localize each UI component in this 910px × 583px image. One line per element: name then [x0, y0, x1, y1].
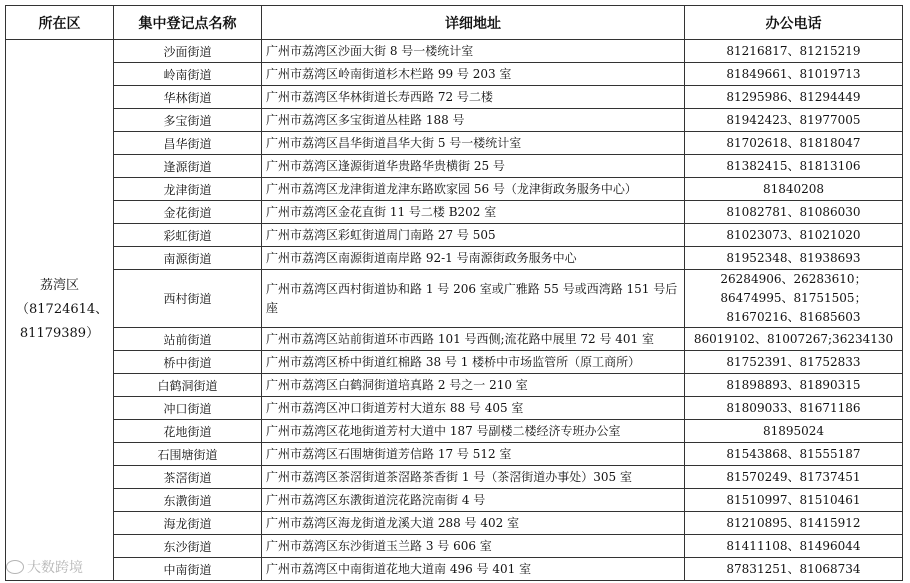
table-row — [6, 86, 903, 109]
table-row — [6, 40, 903, 63]
address-cell: 广州市荔湾区昌华街道昌华大街 5 号一楼统计室 — [262, 132, 685, 155]
address-cell: 广州市荔湾区岭南街道杉木栏路 99 号 203 室 — [262, 63, 685, 86]
street-cell: 桥中街道 — [114, 351, 262, 374]
table-row — [6, 224, 903, 247]
street-cell: 多宝街道 — [114, 109, 262, 132]
table-row — [6, 397, 903, 420]
address-cell: 广州市荔湾区东沙街道玉兰路 3 号 606 室 — [262, 535, 685, 558]
table-row — [6, 420, 903, 443]
district-cell — [6, 40, 114, 581]
street-cell: 东漖街道 — [114, 489, 262, 512]
header-phone: 办公电话 — [685, 6, 903, 40]
table-row — [6, 351, 903, 374]
phone-cell: 81570249、81737451 — [685, 466, 903, 489]
address-cell: 广州市荔湾区东漖街道浣花路浣南街 4 号 — [262, 489, 685, 512]
phone-cell: 81898893、81890315 — [685, 374, 903, 397]
address-cell: 广州市荔湾区石围塘街道芳信路 17 号 512 室 — [262, 443, 685, 466]
street-cell: 东沙街道 — [114, 535, 262, 558]
phone-cell: 81543868、81555187 — [685, 443, 903, 466]
table-row — [6, 328, 903, 351]
phone-cell: 87831251、81068734 — [685, 558, 903, 581]
phone-cell: 81510997、81510461 — [685, 489, 903, 512]
phone-cell: 81082781、81086030 — [685, 201, 903, 224]
table-row — [6, 558, 903, 581]
address-cell: 广州市荔湾区桥中街道红棉路 38 号 1 楼桥中市场监管所（原工商所） — [262, 351, 685, 374]
street-cell: 石围塘街道 — [114, 443, 262, 466]
table-row — [6, 178, 903, 201]
address-cell: 广州市荔湾区多宝街道丛桂路 188 号 — [262, 109, 685, 132]
address-cell: 广州市荔湾区龙津街道龙津东路欧家园 56 号（龙津街政务服务中心） — [262, 178, 685, 201]
phone-cell: 26284906、26283610；86474995、81751505；81670216、81685603 — [685, 270, 903, 328]
table-row — [6, 155, 903, 178]
table-row — [6, 535, 903, 558]
street-cell: 岭南街道 — [114, 63, 262, 86]
phone-cell: 81752391、81752833 — [685, 351, 903, 374]
table-row — [6, 466, 903, 489]
watermark-logo-icon — [6, 560, 24, 574]
address-cell: 广州市荔湾区彩虹街道周门南路 27 号 505 — [262, 224, 685, 247]
street-cell: 龙津街道 — [114, 178, 262, 201]
table-row — [6, 201, 903, 224]
address-cell: 广州市荔湾区华林街道长寿西路 72 号二楼 — [262, 86, 685, 109]
table-row — [6, 270, 903, 328]
table-row — [6, 132, 903, 155]
phone-cell: 81295986、81294449 — [685, 86, 903, 109]
street-cell: 中南街道 — [114, 558, 262, 581]
address-cell: 广州市荔湾区西村街道协和路 1 号 206 室或广雅路 55 号或西湾路 151 号后座 — [262, 270, 685, 328]
phone-cell: 81216817、81215219 — [685, 40, 903, 63]
phone-cell: 86019102、81007267;36234130 — [685, 328, 903, 351]
watermark-text: 大数跨境 — [27, 560, 83, 576]
street-cell: 茶滘街道 — [114, 466, 262, 489]
phone-cell: 81411108、81496044 — [685, 535, 903, 558]
phone-cell: 81895024 — [685, 420, 903, 443]
street-cell: 逢源街道 — [114, 155, 262, 178]
street-cell: 花地街道 — [114, 420, 262, 443]
street-cell: 华林街道 — [114, 86, 262, 109]
address-cell: 广州市荔湾区逢源街道华贵路华贵横街 25 号 — [262, 155, 685, 178]
phone-cell: 81023073、81021020 — [685, 224, 903, 247]
address-cell: 广州市荔湾区茶滘街道茶滘路茶香街 1 号（茶滘街道办事处）305 室 — [262, 466, 685, 489]
address-cell: 广州市荔湾区沙面大街 8 号一楼统计室 — [262, 40, 685, 63]
header-row — [6, 6, 903, 40]
phone-cell: 81849661、81019713 — [685, 63, 903, 86]
address-cell: 广州市荔湾区冲口街道芳村大道东 88 号 405 室 — [262, 397, 685, 420]
street-cell: 彩虹街道 — [114, 224, 262, 247]
address-cell: 广州市荔湾区白鹤洞街道培真路 2 号之一 210 室 — [262, 374, 685, 397]
header-street: 集中登记点名称 — [114, 6, 262, 40]
district-phones: （81724614、81179389） — [16, 302, 109, 341]
table-row — [6, 374, 903, 397]
street-cell: 沙面街道 — [114, 40, 262, 63]
address-cell: 广州市荔湾区海龙街道龙溪大道 288 号 402 室 — [262, 512, 685, 535]
watermark — [6, 557, 83, 577]
registration-table — [5, 5, 903, 581]
district-name: 荔湾区 — [39, 278, 79, 293]
address-cell: 广州市荔湾区中南街道花地大道南 496 号 401 室 — [262, 558, 685, 581]
address-cell: 广州市荔湾区花地街道芳村大道中 187 号副楼二楼经济专班办公室 — [262, 420, 685, 443]
street-cell: 南源街道 — [114, 247, 262, 270]
street-cell: 冲口街道 — [114, 397, 262, 420]
street-cell: 白鹤洞街道 — [114, 374, 262, 397]
table-row — [6, 109, 903, 132]
table-row — [6, 247, 903, 270]
phone-cell: 81809033、81671186 — [685, 397, 903, 420]
address-cell: 广州市荔湾区南源街道南岸路 92-1 号南源街政务服务中心 — [262, 247, 685, 270]
header-address: 详细地址 — [262, 6, 685, 40]
street-cell: 海龙街道 — [114, 512, 262, 535]
address-cell: 广州市荔湾区金花直街 11 号二楼 B202 室 — [262, 201, 685, 224]
table-row — [6, 489, 903, 512]
table-row — [6, 443, 903, 466]
table-row — [6, 512, 903, 535]
phone-cell: 81942423、81977005 — [685, 109, 903, 132]
phone-cell: 81952348、81938693 — [685, 247, 903, 270]
phone-cell: 81382415、81813106 — [685, 155, 903, 178]
street-cell: 昌华街道 — [114, 132, 262, 155]
street-cell: 金花街道 — [114, 201, 262, 224]
address-cell: 广州市荔湾区站前街道环市西路 101 号西侧;流花路中展里 72 号 401 室 — [262, 328, 685, 351]
street-cell: 站前街道 — [114, 328, 262, 351]
phone-cell: 81840208 — [685, 178, 903, 201]
street-cell: 西村街道 — [114, 270, 262, 328]
table-row — [6, 63, 903, 86]
phone-cell: 81210895、81415912 — [685, 512, 903, 535]
phone-cell: 81702618、81818047 — [685, 132, 903, 155]
header-district: 所在区 — [6, 6, 114, 40]
